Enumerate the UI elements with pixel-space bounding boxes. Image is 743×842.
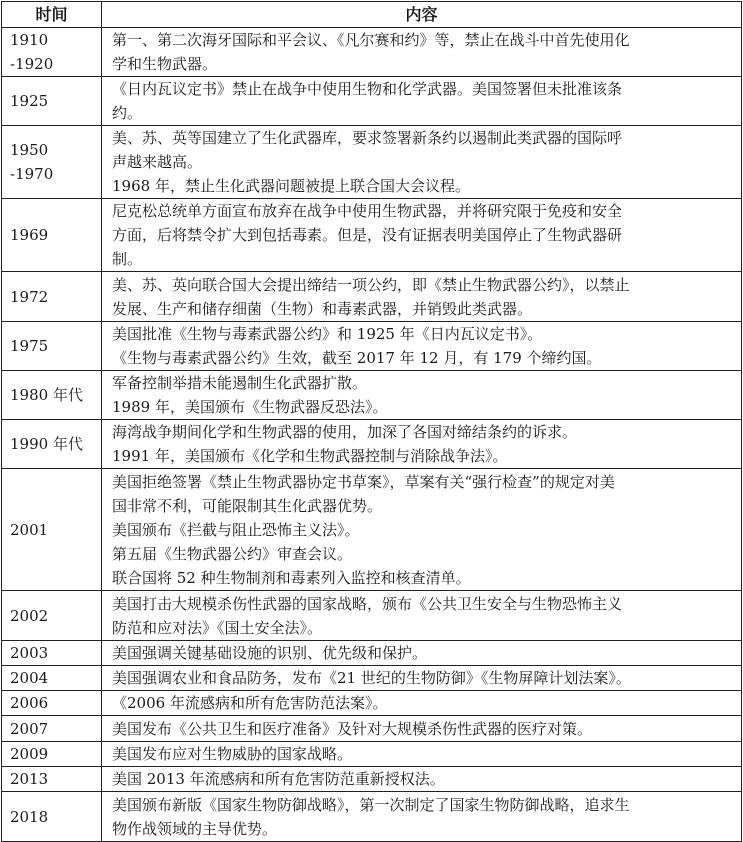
content-line: 《日内瓦议定书》禁止在战争中使用生物和化学武器。美国签署但未批准该条 (112, 80, 623, 98)
time-text: 1980 年代 (10, 386, 83, 404)
time-text: 2009 (10, 745, 49, 763)
content-cell (102, 716, 742, 742)
content-cell (102, 420, 742, 469)
content-cell (102, 767, 742, 792)
content-cell (102, 591, 742, 641)
time-text: 1972 (10, 287, 49, 306)
table-row (2, 591, 742, 641)
content-line: 美、苏、英等国建立了生化武器库，要求签署新条约以遏制此类武器的国际呼 (112, 129, 623, 147)
content-line: 方面，后将禁令扩大到包括毒素。但是，没有证据表明美国停止了生物武器研 (112, 226, 623, 244)
time-cell (2, 322, 102, 371)
content-line: 美国 2013 年流感病和所有危害防范重新授权法。 (112, 770, 445, 788)
table-row (2, 691, 742, 716)
table-body (2, 28, 742, 842)
content-cell (102, 28, 742, 77)
content-line: 军备控制举措未能遏制生化武器扩散。 (112, 374, 368, 392)
table-row (2, 322, 742, 371)
table-row (2, 792, 742, 842)
content-cell (102, 691, 742, 716)
table-row (2, 469, 742, 591)
time-text: 1925 (10, 92, 49, 110)
content-line: 美国发布《公共卫生和医疗准备》及针对大规模杀伤性武器的医疗对策。 (112, 719, 593, 738)
table-row (2, 767, 742, 792)
time-cell (2, 420, 102, 469)
content-line: 美国发布应对生物威胁的国家战略。 (112, 745, 353, 763)
time-text: 2002 (10, 606, 49, 625)
content-line: 学和生物武器。 (112, 55, 218, 73)
time-text: 2018 (10, 807, 49, 826)
timeline-table (1, 1, 742, 842)
time-text: 2007 (10, 719, 49, 738)
content-cell (102, 371, 742, 420)
content-cell (102, 666, 742, 691)
table-row (2, 371, 742, 420)
time-text: 1975 (10, 337, 49, 355)
content-line: 美国强调农业和食品防务，发布《21 世纪的生物防御》《生物屏障计划法案》。 (112, 669, 631, 687)
content-cell (102, 792, 742, 842)
table-row (2, 28, 742, 77)
time-cell (2, 767, 102, 792)
time-text: 1910 (10, 31, 49, 49)
time-text: -1970 (10, 165, 54, 183)
time-text: 1969 (10, 226, 49, 244)
time-text: 1950 (10, 141, 49, 159)
content-cell (102, 199, 742, 272)
table-row (2, 666, 742, 691)
table-row (2, 716, 742, 742)
content-cell (102, 126, 742, 199)
content-cell (102, 272, 742, 322)
time-cell (2, 469, 102, 591)
time-cell (2, 666, 102, 691)
content-line: 1991 年，美国颁布《化学和生物武器控制与消除战争法》。 (112, 447, 508, 465)
time-text: 2004 (10, 669, 49, 687)
content-cell (102, 322, 742, 371)
content-line: 美国颁布《拦截与阻止恐怖主义法》。 (112, 520, 360, 539)
content-line: 美国批准《生物与毒素武器公约》和 1925 年《日内瓦议定书》。 (112, 325, 543, 343)
table-row (2, 420, 742, 469)
time-cell (2, 641, 102, 666)
content-line: 美国打击大规模杀伤性武器的国家战略，颁布《公共卫生安全与生物恐怖主义 (112, 594, 623, 613)
time-text: 2003 (10, 644, 49, 662)
time-text: 2001 (10, 520, 49, 539)
time-text: 2006 (10, 694, 49, 712)
table-row (2, 641, 742, 666)
time-cell (2, 28, 102, 77)
content-line: 第五届《生物武器公约》审查会议。 (112, 544, 353, 563)
time-text: 1990 年代 (10, 435, 83, 453)
content-cell (102, 742, 742, 767)
content-line: 约。 (112, 104, 143, 122)
time-cell (2, 126, 102, 199)
content-line: 美国强调关键基础设施的识别、优先级和保护。 (112, 644, 428, 662)
header-content: 内容 (102, 2, 742, 28)
content-line: 制。 (112, 250, 143, 268)
content-line: 防范和应对法》《国土安全法》。 (112, 618, 323, 637)
content-cell (102, 469, 742, 591)
time-cell (2, 77, 102, 126)
table-row (2, 742, 742, 767)
header-time: 时间 (2, 2, 102, 28)
time-cell (2, 199, 102, 272)
content-line: 《生物与毒素武器公约》生效，截至 2017 年 12 月，有 179 个缔约国。 (112, 349, 602, 367)
content-line: 美国颁布新版《国家生物防御战略》，第一次制定了国家生物防御战略，追求生 (112, 795, 630, 814)
content-line: 联合国将 52 种生物制剂和毒素列入监控和核查清单。 (112, 568, 471, 587)
content-line: 第一、第二次海牙国际和平会议、《凡尔赛和约》等，禁止在战斗中首先使用化 (112, 31, 630, 49)
time-cell (2, 742, 102, 767)
time-cell (2, 691, 102, 716)
time-text: 2013 (10, 770, 49, 788)
content-line: 海湾战争期间化学和生物武器的使用，加深了各国对缔结条约的诉求。 (112, 423, 578, 441)
time-text: -1920 (10, 55, 54, 73)
time-cell (2, 371, 102, 420)
content-line: 国非常不利，可能限制其生化武器优势。 (112, 496, 383, 515)
content-line: 1968 年，禁止生化武器问题被提上联合国大会议程。 (112, 177, 470, 195)
content-line: 美、苏、英向联合国大会提出缔结一项公约，即《禁止生物武器公约》，以禁止 (112, 275, 630, 294)
content-line: 声越来越高。 (112, 153, 203, 171)
table-row (2, 272, 742, 322)
table-row (2, 199, 742, 272)
content-line: 尼克松总统单方面宣布放弃在战争中使用生物武器，并将研究限于免疫和安全 (112, 202, 623, 220)
content-cell (102, 641, 742, 666)
content-cell (102, 77, 742, 126)
table-row (2, 77, 742, 126)
time-cell (2, 272, 102, 322)
table-row (2, 126, 742, 199)
content-line: 发展、生产和储存细菌（生物）和毒素武器，并销毁此类武器。 (112, 299, 533, 318)
time-cell (2, 792, 102, 842)
content-line: 1989 年，美国颁布《生物武器反恐法》。 (112, 398, 388, 416)
time-cell (2, 591, 102, 641)
content-line: 美国拒绝签署《禁止生物武器协定书草案》，草案有关“强行检查”的规定对美 (112, 472, 615, 491)
header-row (2, 2, 742, 28)
content-line: 物作战领域的主导优势。 (112, 819, 278, 838)
time-cell (2, 716, 102, 742)
content-line: 《2006 年流感病和所有危害防范法案》。 (112, 694, 388, 712)
